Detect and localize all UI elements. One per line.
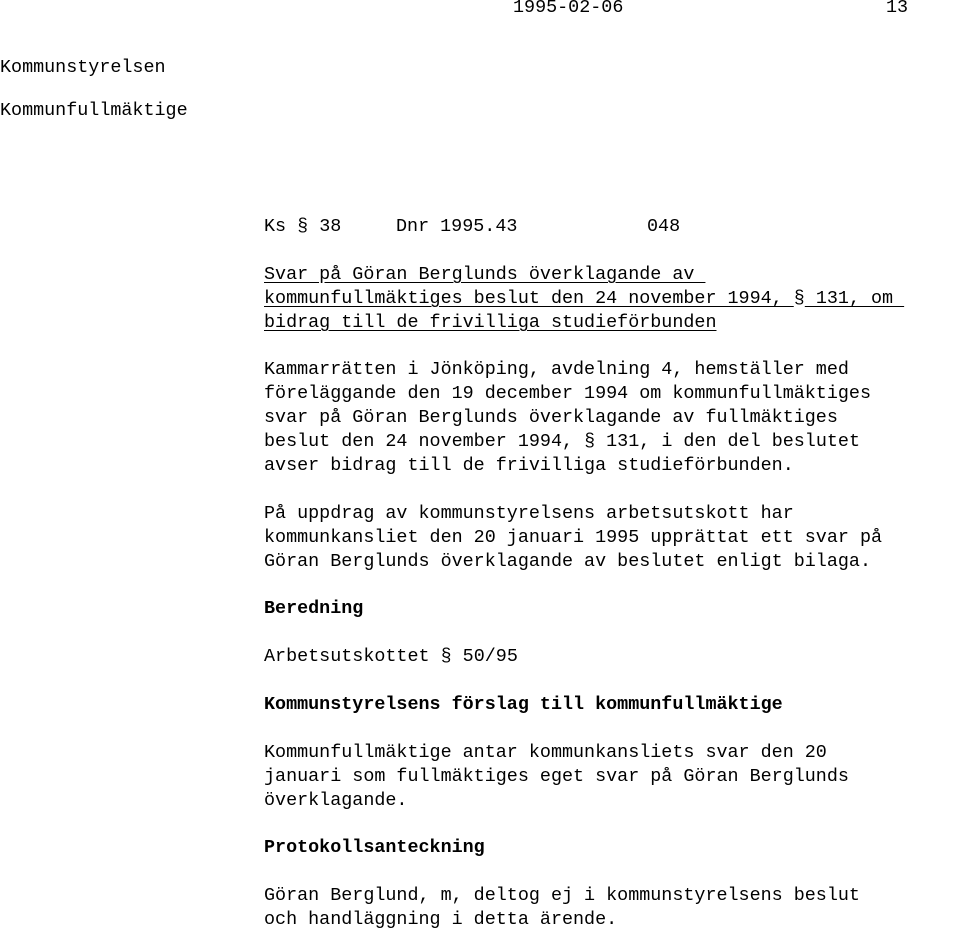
section-symbol: § [584, 431, 596, 452]
protokoll-line-2: och handläggning i detta ärende. [264, 909, 618, 930]
addressee-kommunfullmaktige: Kommunfullmäktige [0, 100, 188, 121]
section-symbol: § [440, 646, 452, 667]
forslag-line-3: överklagande. [264, 790, 408, 811]
reference-line [264, 215, 341, 239]
para2-line-1: På uppdrag av kommunstyrelsens arbetsutskott har [264, 503, 794, 524]
reference-dnr: Dnr 1995.43 [396, 216, 518, 237]
beredning-text-part-a: Arbetsutskottet [264, 646, 441, 667]
title-line-1: Svar på Göran Berglunds överklagande av [264, 264, 706, 285]
title-line-2-part-b: 131, om [804, 288, 905, 309]
para1-line-2: föreläggande den 19 december 1994 om kommunfullmäktiges [264, 383, 871, 404]
section-symbol: § [297, 216, 309, 237]
title-line-2-part-a: kommunfullmäktiges beslut den 24 november 1994, [264, 288, 794, 309]
beredning-text-part-b: 50/95 [451, 646, 518, 667]
para1-line-5: avser bidrag till de frivilliga studieförbunden. [264, 455, 794, 476]
para2-line-3: Göran Berglunds överklagande av beslutet enligt bilaga. [264, 551, 871, 572]
forslag-heading: Kommunstyrelsens förslag till kommunfullmäktige [264, 694, 783, 715]
beredning-text [264, 645, 518, 669]
para1-line-3: svar på Göran Berglunds överklagande av fullmäktiges [264, 407, 838, 428]
protokoll-line-1: Göran Berglund, m, deltog ej i kommunstyrelsens beslut [264, 885, 860, 906]
para1-line-4 [264, 430, 860, 454]
section-symbol: § [793, 288, 805, 309]
title-line-2 [264, 287, 904, 311]
para1-line-1: Kammarrätten i Jönköping, avdelning 4, hemställer med [264, 359, 849, 380]
forslag-line-1: Kommunfullmäktige antar kommunkansliets svar den 20 [264, 742, 827, 763]
page-number: 13 [886, 0, 909, 18]
reference-ks-number: 38 [308, 216, 342, 237]
title-line-3: bidrag till de frivilliga studieförbunden [264, 312, 717, 333]
forslag-line-2: januari som fullmäktiges eget svar på Göran Berglunds [264, 766, 849, 787]
protokoll-heading: Protokollsanteckning [264, 837, 485, 858]
document-date: 1995-02-06 [513, 0, 624, 18]
addressee-kommunstyrelsen: Kommunstyrelsen [0, 57, 166, 78]
para1-line-4-part-b: 131, i den del beslutet [595, 431, 860, 452]
beredning-heading: Beredning [264, 598, 364, 619]
para2-line-2: kommunkansliet den 20 januari 1995 upprättat ett svar på [264, 527, 883, 548]
reference-ks-prefix: Ks [264, 216, 298, 237]
reference-code: 048 [647, 216, 681, 237]
para1-line-4-part-a: beslut den 24 november 1994, [264, 431, 585, 452]
